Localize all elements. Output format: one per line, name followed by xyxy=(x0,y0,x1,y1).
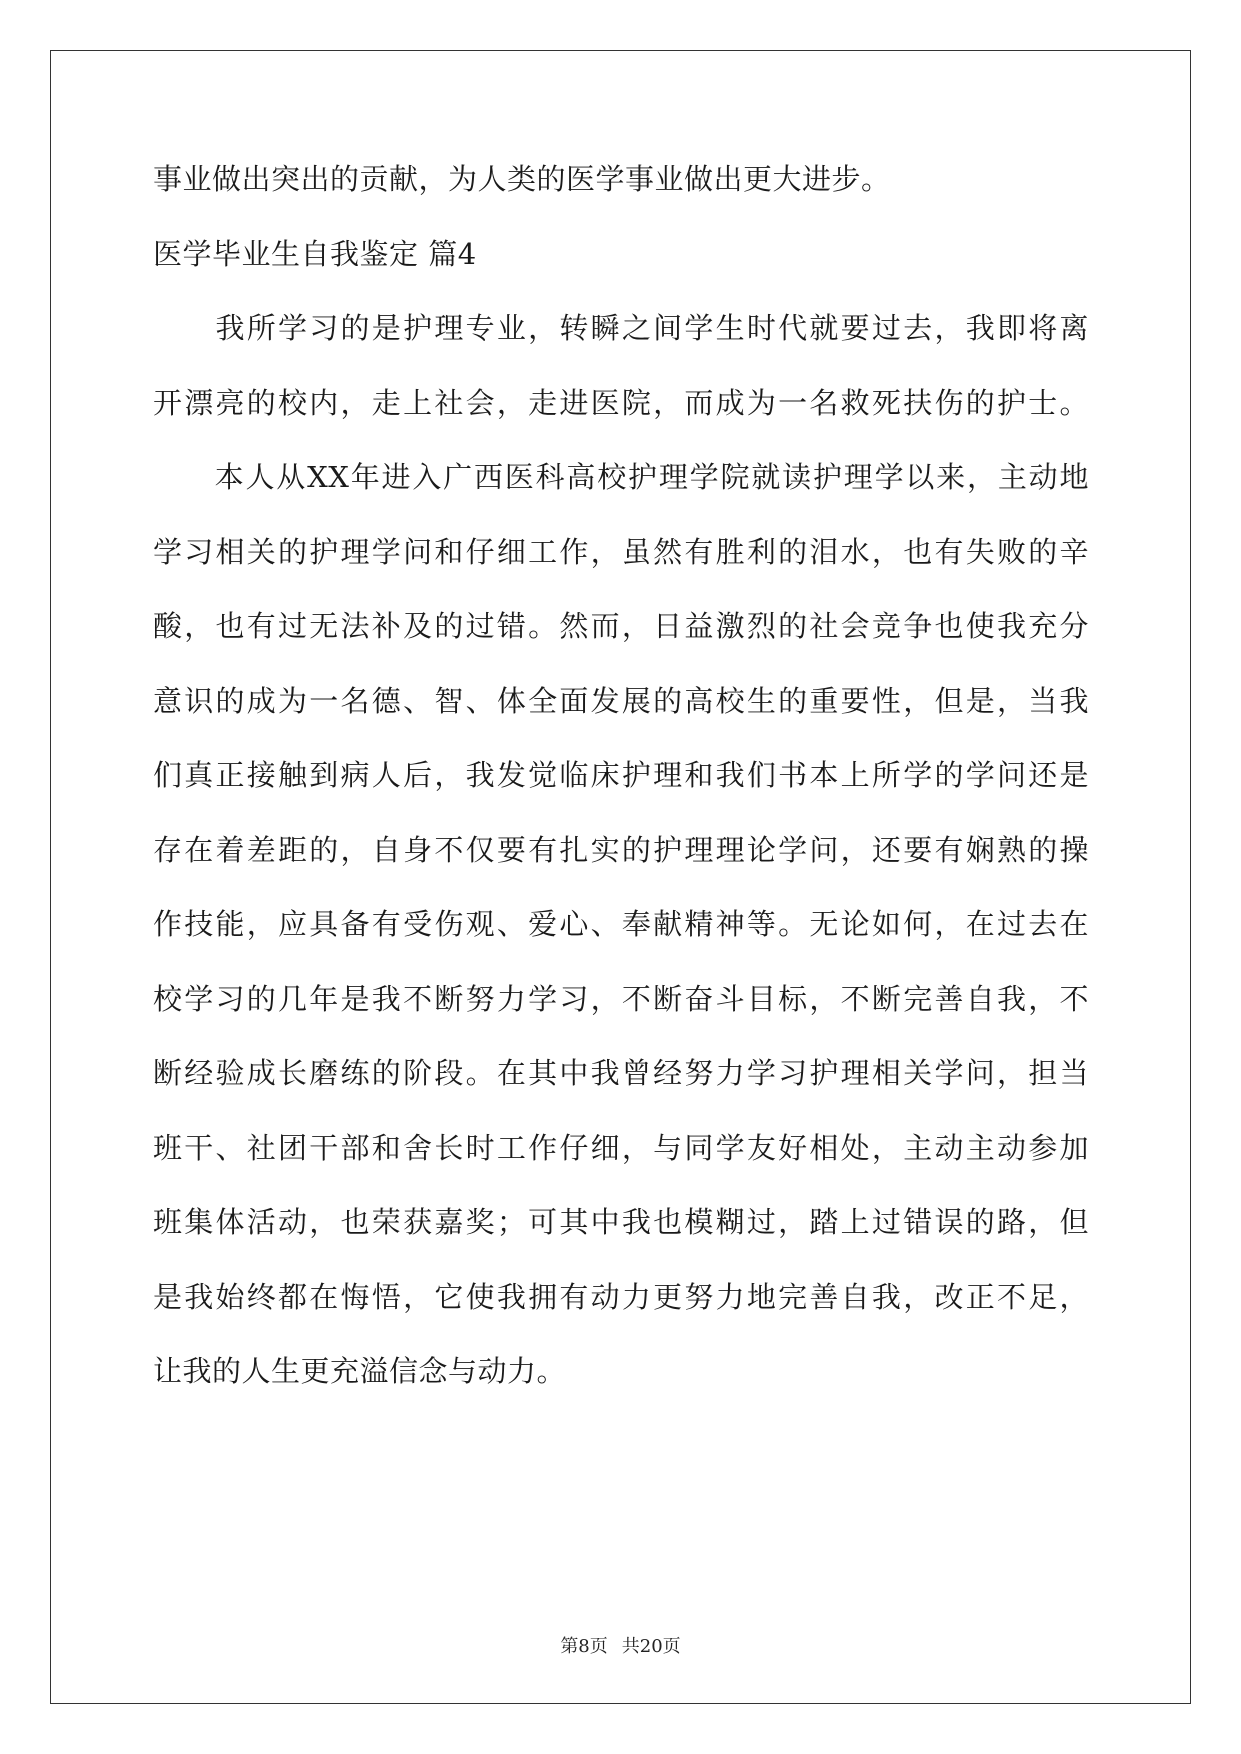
text-line: 班集体活动，也荣获嘉奖；可其中我也模糊过，踏上过错误的路，但 xyxy=(153,1205,1089,1239)
page-number: 第8页 xyxy=(560,1636,608,1657)
section-heading: 医学毕业生自我鉴定 篇4 xyxy=(153,237,477,271)
page-footer xyxy=(0,1632,1241,1658)
page-border xyxy=(50,50,1191,1704)
text-line: 我所学习的是护理专业，转瞬之间学生时代就要过去，我即将离 xyxy=(153,311,1089,345)
text-line: 作技能，应具备有受伤观、爱心、奉献精神等。无论如何，在过去在 xyxy=(153,907,1089,941)
text-line: 存在着差距的，自身不仅要有扎实的护理理论学问，还要有娴熟的操 xyxy=(153,833,1089,867)
text-line: 让我的人生更充溢信念与动力。 xyxy=(153,1354,567,1388)
text-line: 开漂亮的校内，走上社会，走进医院，而成为一名救死扶伤的护士。 xyxy=(153,386,1089,420)
text-line: 们真正接触到病人后，我发觉临床护理和我们书本上所学的学问还是 xyxy=(153,758,1089,792)
page-total: 共20页 xyxy=(621,1636,681,1657)
text-line: 学习相关的护理学问和仔细工作，虽然有胜利的泪水，也有失败的辛 xyxy=(153,535,1089,569)
text-line: 校学习的几年是我不断努力学习，不断奋斗目标，不断完善自我，不 xyxy=(153,982,1089,1016)
text-line: 是我始终都在悔悟，它使我拥有动力更努力地完善自我，改正不足， xyxy=(153,1280,1089,1314)
text-line: 班干、社团干部和舍长时工作仔细，与同学友好相处，主动主动参加 xyxy=(153,1131,1089,1165)
text-line: 断经验成长磨练的阶段。在其中我曾经努力学习护理相关学问，担当 xyxy=(153,1056,1089,1090)
text-line: 本人从XX年进入广西医科高校护理学院就读护理学以来，主动地 xyxy=(153,460,1089,494)
text-line: 意识的成为一名德、智、体全面发展的高校生的重要性，但是，当我 xyxy=(153,684,1089,718)
text-line: 酸，也有过无法补及的过错。然而，日益激烈的社会竞争也使我充分 xyxy=(153,609,1089,643)
text-line: 事业做出突出的贡献，为人类的医学事业做出更大进步。 xyxy=(153,162,891,196)
